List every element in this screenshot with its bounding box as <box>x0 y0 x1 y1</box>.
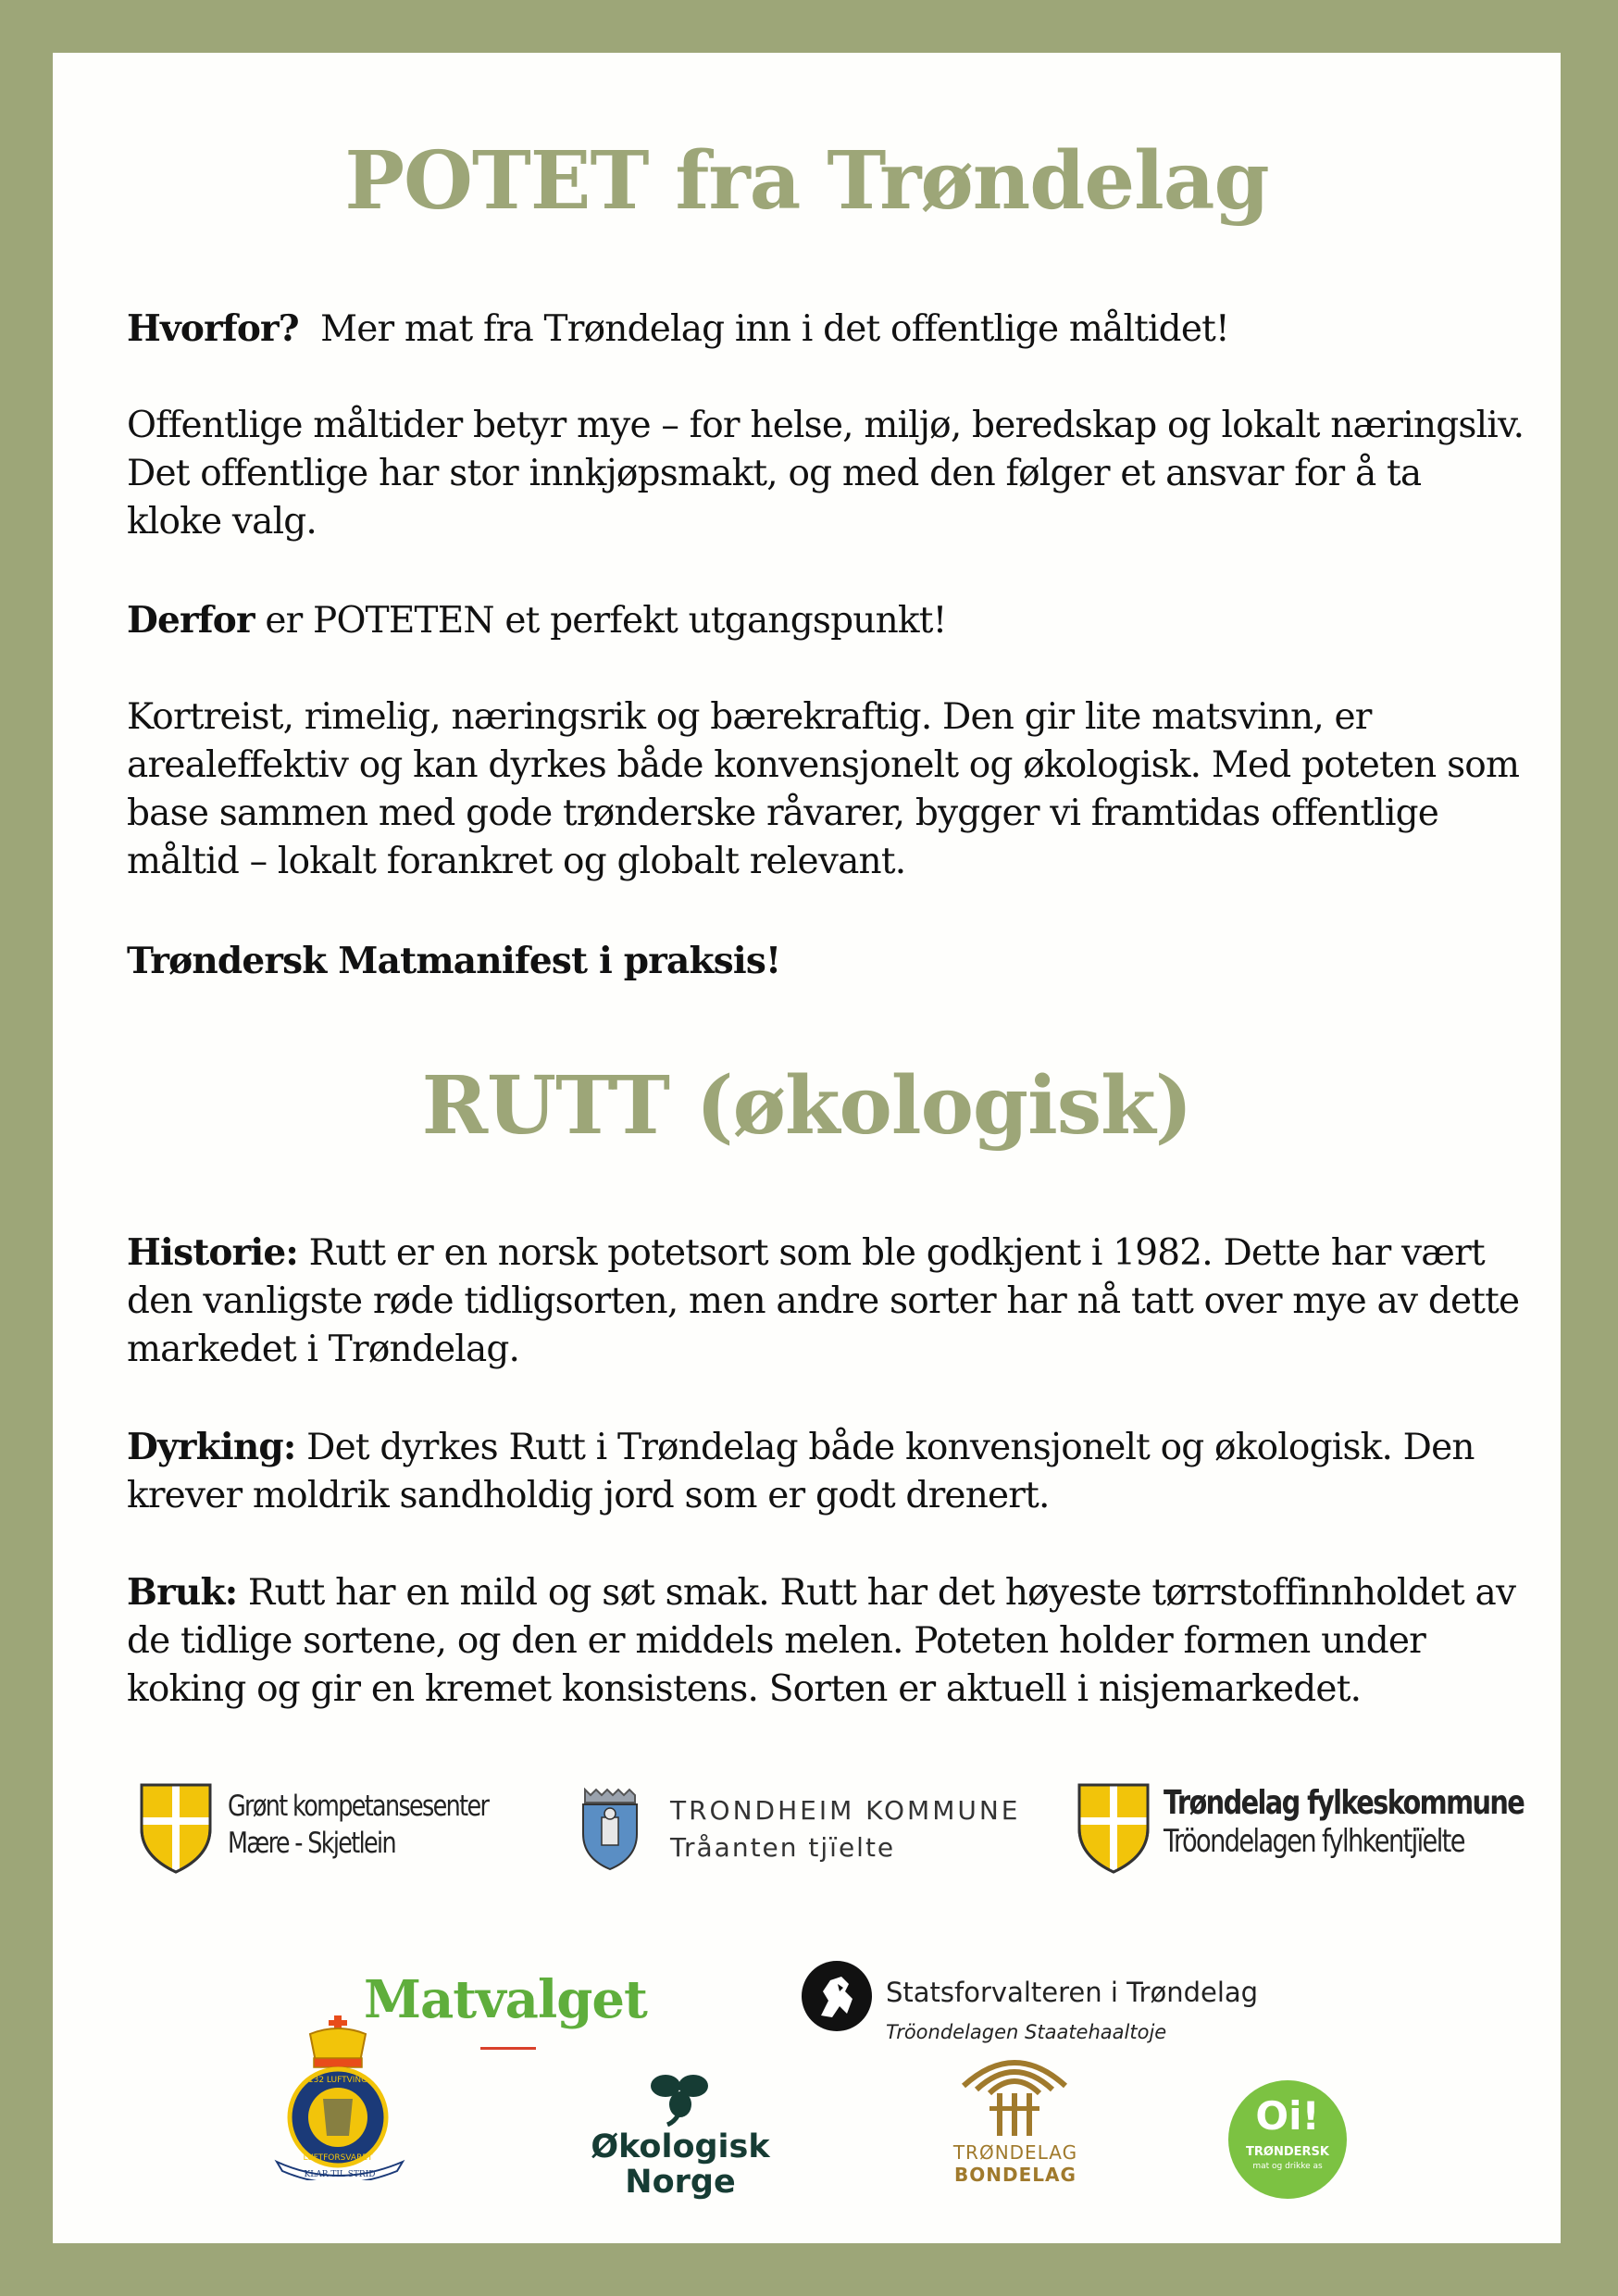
gront-line2: Mære - Skjetlein <box>228 1827 395 1860</box>
benefits-paragraph: Kortreist, rimelig, næringsrik og bærekraftig. Den gir lite matsvinn, er arealeffektiv og kan dyrkes både konvensjonelt og økologisk. Med poteten som base sammen med gode trønderske råvarer, bygger vi framtidas offentlige måltid – lokalt forankret og globalt relevant. <box>127 696 1520 882</box>
oi-mark: Oi! <box>1255 2093 1320 2139</box>
oi-trondersk-logo <box>1228 2080 1347 2199</box>
matvalget-wordmark: Matvalget <box>364 1969 647 2030</box>
fylke-line2: Tröondelagen fylhkentjïelte <box>1164 1823 1464 1860</box>
okologisk-line2: Norge <box>625 2164 736 2201</box>
okologisk-line1: Økologisk <box>591 2128 770 2165</box>
section1-title: POTET fra Trøndelag <box>344 134 1269 228</box>
bruk-label: Bruk: <box>127 1571 238 1614</box>
trondheim-kommune-logo <box>578 1786 1059 1878</box>
trondelag-bondelag-logo <box>923 2049 1108 2186</box>
shield-cross-icon <box>139 1782 213 1875</box>
historie-paragraph <box>127 1229 1525 1374</box>
bruk-paragraph <box>127 1568 1525 1714</box>
trondelag-fylkeskommune-logo <box>1077 1782 1539 1884</box>
dyrking-paragraph <box>127 1423 1525 1520</box>
luftving-label: 132 LUFTVING <box>307 2076 368 2085</box>
derfor-paragraph <box>127 596 1525 645</box>
tagline: Trøndersk Matmanifest i praksis! <box>127 940 781 982</box>
bondelag-line2: BONDELAG <box>954 2164 1077 2186</box>
intro-paragraph: Offentlige måltider betyr mye – for helse, miljø, beredskap og lokalt næringsliv. Det offentlige har stor innkjøpsmakt, og med den følger et ansvar for å ta kloke valg. <box>127 405 1525 543</box>
statsforvalteren-line2: Tröondelagen Staatehaaltoje <box>886 2021 1167 2043</box>
fylke-line1: Trøndelag fylkeskommune <box>1164 1784 1525 1822</box>
dyrking-text: Det dyrkes Rutt i Trøndelag både konvensjonelt og økologisk. Den krever moldrik sandholdig jord som er godt drenert. <box>127 1427 1475 1516</box>
luftforsvaret-logo <box>268 2014 412 2180</box>
dyrking-label: Dyrking: <box>127 1426 296 1468</box>
trondheim-line2: Tråanten tjïelte <box>670 1832 896 1863</box>
why-text: Mer mat fra Trøndelag inn i det offentlige måltidet! <box>320 308 1229 350</box>
motto-label: KLAR TIL STRID <box>304 2170 376 2179</box>
matvalget-underline <box>480 2047 536 2050</box>
oi-line1: TRØNDERSK <box>1246 2145 1329 2159</box>
historie-label: Historie: <box>127 1231 299 1274</box>
trondheim-line1: TRONDHEIM KOMMUNE <box>670 1795 1021 1826</box>
statsforvalteren-line1: Statsforvalteren i Trøndelag <box>886 1977 1259 2008</box>
okologisk-norge-logo <box>579 2069 782 2201</box>
leaf-icon <box>645 2069 716 2127</box>
derfor-text: er POTETEN et perfekt utgangspunkt! <box>265 600 947 642</box>
luftforsvaret-label: LUFTFORSVARET <box>303 2153 373 2163</box>
poster-page <box>53 53 1561 2243</box>
gront-kompetansesenter-logo <box>139 1782 528 1884</box>
bruk-text: Rutt har en mild og søt smak. Rutt har det høyeste tørrstoffinnholdet av de tidlige sortene, og den er middels melen. Poteten holder formen under koking og gir en kremet konsistens. Sorten er aktuell i nisjemarkedet. <box>127 1572 1516 1710</box>
crown-crest-icon <box>268 2014 412 2180</box>
historie-text: Rutt er en norsk potetsort som ble godkjent i 1982. Dette har vært den vanligste røde tidligsorten, men andre sorter har nå tatt over mye av dette markedet i Trøndelag. <box>127 1232 1520 1370</box>
statsforvalteren-logo <box>801 1960 1319 2062</box>
shield-cross-icon <box>1077 1782 1151 1875</box>
city-crest-icon <box>578 1786 642 1871</box>
section2-title: RUTT (økologisk) <box>421 1059 1192 1153</box>
gront-line1: Grønt kompetansesenter <box>228 1790 489 1823</box>
why-label: Hvorfor? <box>127 307 299 350</box>
lion-icon <box>801 1960 873 2032</box>
wheat-icon <box>954 2049 1075 2138</box>
why-paragraph <box>127 305 1525 354</box>
bondelag-line1: TRØNDELAG <box>952 2141 1078 2164</box>
oi-line2: mat og drikke as <box>1252 2162 1323 2171</box>
derfor-label: Derfor <box>127 599 255 642</box>
